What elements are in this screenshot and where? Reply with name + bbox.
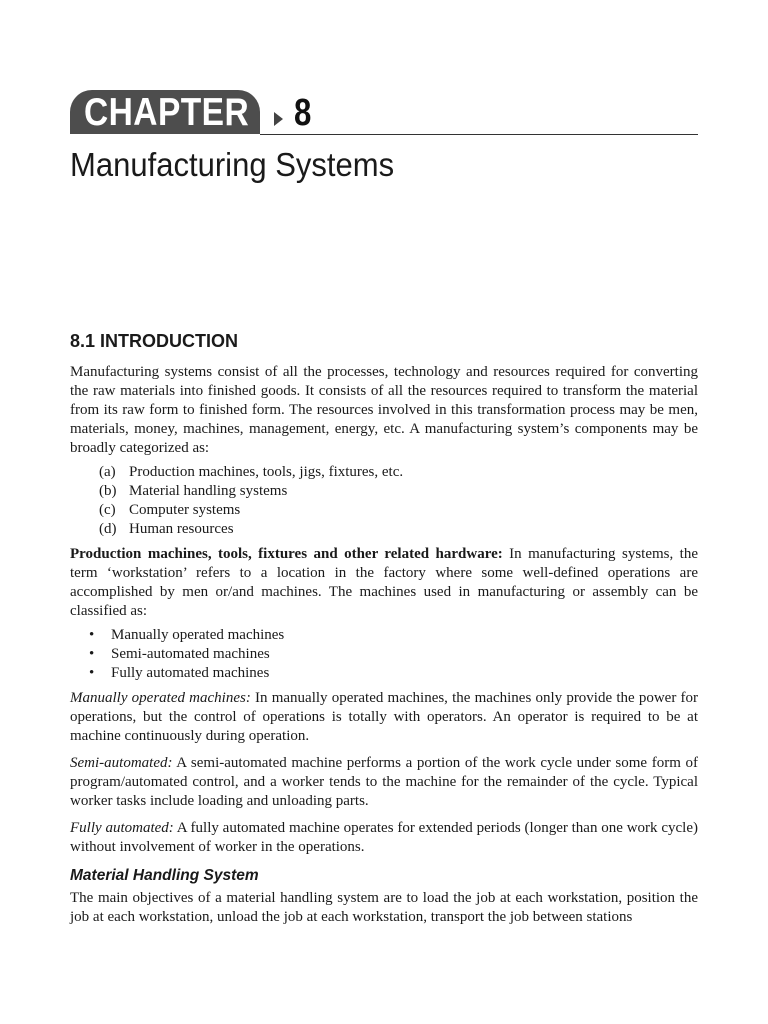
list-item <box>70 645 698 664</box>
production-lead: Production machines, tools, fixtures and other related hardware: <box>70 546 503 562</box>
list-marker: (c) <box>99 502 116 518</box>
list-marker: (d) <box>99 521 117 537</box>
production-text: In manufacturing systems, the term ‘workstation’ refers to a location in the factory where some well-defined operations are accomplished by men or/and machines. The machines used in manufacturing or assembly can be classified as: <box>70 546 698 619</box>
manual-paragraph <box>70 689 698 746</box>
fully-text: A fully automated machine operates for extended periods (longer than one work cycle) without involvement of worker in the operations. <box>70 820 698 855</box>
fully-paragraph <box>70 819 698 857</box>
section-heading: 8.1 INTRODUCTION <box>70 331 239 351</box>
manual-text: In manually operated machines, the machines only provide the power for operations, but the control of operations is totally with operators. An operator is required to be at machine continuously during operation. <box>70 690 698 744</box>
semi-paragraph <box>70 754 698 811</box>
components-list <box>70 463 698 539</box>
list-item-text: Material handling systems <box>129 483 288 499</box>
intro-paragraph: Manufacturing systems consist of all the processes, technology and resources required for converting the raw materials into finished goods. It consists of all the resources required to transform the material from its raw form to finished form. The resources involved in this transformation process may be men, materials, money, machines, management, energy, etc. A manufacturing system’s components may be broadly categorized as: <box>70 364 698 456</box>
bullet-icon: • <box>89 646 95 662</box>
list-item-text: Manually operated machines <box>111 627 285 643</box>
list-item <box>70 520 698 539</box>
triangle-arrow-icon <box>274 112 283 126</box>
list-item <box>70 482 698 501</box>
list-item-text: Human resources <box>129 521 234 537</box>
production-paragraph <box>70 545 698 621</box>
chapter-title: Manufacturing Systems <box>70 146 395 183</box>
semi-text: A semi-automated machine performs a portion of the work cycle under some form of program/automated control, and a worker tends to the machine for the remainder of the cycle. Typical worker tasks include loading and unloading parts. <box>70 755 698 809</box>
machine-types-list <box>70 626 698 683</box>
header-rule <box>260 134 698 135</box>
list-marker: (b) <box>99 483 117 499</box>
manual-lead: Manually operated machines: <box>70 690 251 706</box>
list-item <box>70 501 698 520</box>
chapter-number: 8 <box>294 92 312 134</box>
list-item <box>70 463 698 482</box>
semi-lead: Semi-automated: <box>70 755 173 771</box>
list-item-text: Semi-automated machines <box>111 646 270 662</box>
body-text <box>70 363 698 927</box>
material-handling-paragraph: The main objectives of a material handling system are to load the job at each workstation, position the job at each workstation, unload the job at each workstation, transport the job between stations <box>70 890 698 925</box>
list-item <box>70 626 698 645</box>
list-item-text: Production machines, tools, jigs, fixtures, etc. <box>129 464 404 480</box>
chapter-header <box>70 90 698 136</box>
chapter-label: CHAPTER <box>84 91 250 134</box>
list-item-text: Computer systems <box>129 502 241 518</box>
list-item-text: Fully automated machines <box>111 665 270 681</box>
list-item <box>70 664 698 683</box>
bullet-icon: • <box>89 627 95 643</box>
bullet-icon: • <box>89 665 95 681</box>
fully-lead: Fully automated: <box>70 820 174 836</box>
chapter-badge <box>70 90 260 134</box>
material-handling-heading: Material Handling System <box>70 867 259 884</box>
list-marker: (a) <box>99 464 116 480</box>
